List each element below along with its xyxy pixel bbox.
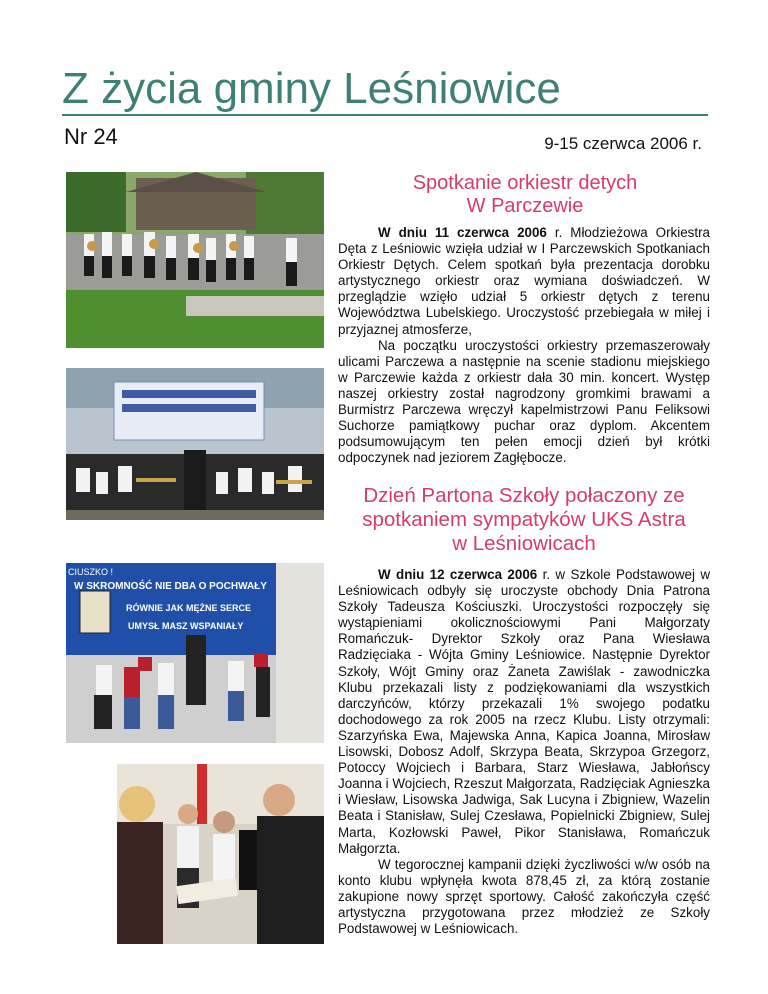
article1-paragraph2: Na początku uroczystości orkiestry przemaszerowały ulicami Parczewa a następnie na scenie stadionu miejskiego w Parczewie każda z orkiestr dała 30 min. koncert. Występ naszej orkiestry został nagrodzony gromkimi brawami a Burmistrz Parczewa wręczył kapelmistrzowi Panu Feliksowi Suchorze pamiątkowy puchar oraz dyplom. Akcentem podsumowującym ten pełen emocji dzień był krótki odpoczynek nad jeziorem Zagłębocze. xyxy=(338,337,710,466)
article2-headline-line2: spotkaniem sympatyków UKS Astra xyxy=(362,508,686,531)
photo-school-stage xyxy=(66,563,324,743)
article1-lead: W dniu 11 czerwca 2006 xyxy=(378,225,547,240)
article1-body xyxy=(338,225,710,466)
photo-orchestra-concert xyxy=(66,368,324,520)
article2-paragraph1 xyxy=(338,567,710,857)
article2-headline-line1: Dzień Partona Szkoły połaczony ze xyxy=(363,484,685,507)
banner-text-line1: W SKROMNOŚĆ NIE DBA O POCHWAŁY xyxy=(74,581,267,592)
issue-number: Nr 24 xyxy=(64,124,118,149)
article1-headline xyxy=(340,172,710,218)
article1-headline-line1: Spotkanie orkiestr detych xyxy=(412,172,638,194)
article1-paragraph1-text: r. Młodzieżowa Orkiestra Dęta z Leśniowic wzięła udział w I Parczewskich Spotkaniach Orkiestr Dętych. Celem spotkań była prezentacja dorobku artystycznego orkiestr oraz wymiana doświadczeń. W przeglądzie wzięło udział 5 orkiestr dętych z terenu Województwa Lubelskiego. Uroczystość przebiegała w miłej i przyjaznej atmosferze, xyxy=(338,225,710,337)
masthead-title: Z życia gminy Leśniowice xyxy=(62,66,708,116)
article1-paragraph1 xyxy=(338,225,710,338)
article2-paragraph1-text: r. w Szkole Podstawowej w Leśniowicach odbyły się uroczyste obchody Dnia Patrona Szkoły Tadeusza Kościuszki. Uroczystości rozpoczęły się wystąpieniami okolicznościowymi Pani Małgorzaty Romańczuk- Dyrektor Szkoły oraz Pana Wiesława Radzięciaka - Wójta Gminy Leśniowice. Następnie Dyrektor Szkoły, Wójt Gminy oraz Żaneta Zawiślak - zawodniczka Klubu przekazali listy z podziękowaniami dla wszystkich darczyńców, którzy przekazali 1% swojego podatku dochodowego za rok 2005 na rzecz Klubu. Listy otrzymali: Szarzyńska Ewa, Majewska Anna, Kapica Joanna, Mirosław Lisowski, Dobosz Adolf, Skrzypa Beata, Skrzypoa Grzegorz, Potoccy Wojciech i Barbara, Starz Wiesława, Jabłońscy Joanna i Wojciech, Rzeszut Małgorzata, Radzięciak Agnieszka i Wiesław, Lisowska Jadwiga, Sak Lucyna i Zbigniew, Wazelin Beata i Stanisław, Sulej Czesława, Popielnicki Zbigniew, Sulej Marta, Kozłowski Paweł, Pikor Stanisława, Romańczuk Małgorzta. xyxy=(338,567,710,856)
photo-awards-ceremony xyxy=(117,764,324,944)
banner-text-line2: RÓWNIE JAK MĘŻNE SERCE xyxy=(126,603,252,613)
article1-headline-line2: W Parczewie xyxy=(466,195,584,217)
article2-lead: W dniu 12 czerwca 2006 xyxy=(378,567,538,582)
banner-top-text: CIUSZKO ! xyxy=(68,567,114,577)
photo-orchestra-march xyxy=(66,172,324,348)
article2-headline-line3: w Leśniowicach xyxy=(452,532,596,555)
article2-headline xyxy=(334,484,714,556)
issue-date: 9-15 czerwca 2006 r. xyxy=(544,134,702,153)
article2-body xyxy=(338,567,710,937)
banner-text-line3: UMYSŁ MASZ WSPANIAŁY xyxy=(128,621,244,631)
article2-paragraph2: W tegorocznej kampanii dzięki życzliwości w/w osób na konto klubu wpłynęła kwota 878,45 zł, za którą zostanie zakupione nowy sprzęt sportowy. Całość zakończyła część artystyczna przygotowana przez młodzież ze Szkoły Podstawowej w Leśniowicach. xyxy=(338,856,710,937)
